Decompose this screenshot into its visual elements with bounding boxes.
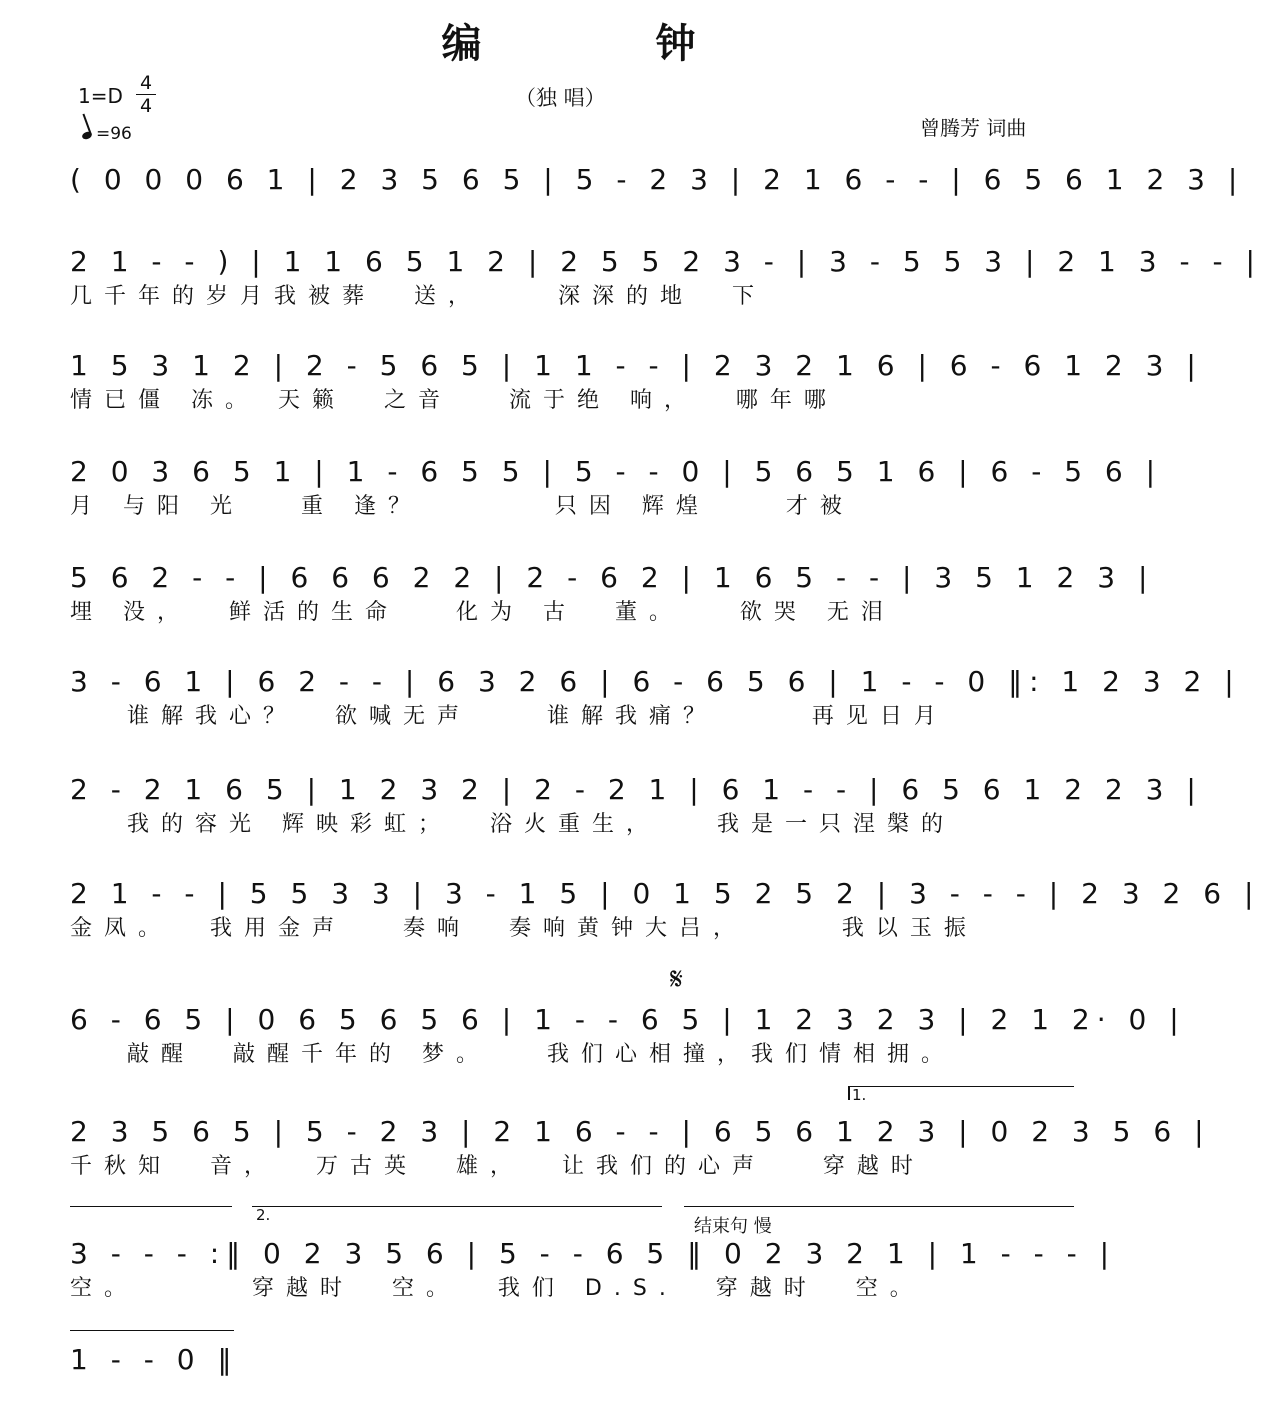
score-row-6 [70, 662, 1241, 732]
lyrics-line [70, 200, 1080, 230]
lyrics-line: 几千年的岁月我被葬 送， 深深的地 下 [70, 284, 766, 309]
score-row-10 [70, 1112, 1211, 1182]
score-row-2 [70, 242, 1262, 312]
lyrics-line: 千秋知 音， 万古英 雄， 让我们的心声 穿越时 [70, 1154, 925, 1179]
lyrics-line: 谁解我心？ 欲喊无声 谁解我痛？ 再见日月 [70, 704, 948, 729]
time-signature-bottom: 4 [139, 95, 153, 117]
notation-line: 1 5 3 1 2 | 2 - 5 6 5 | 1 1 - - | 2 3 2 1 6 | 6 - 6 1 2 3 | [70, 349, 1203, 382]
ending-continuation [70, 1330, 234, 1331]
ending-label: 结束句 慢 [694, 1216, 772, 1237]
volta-2-bracket [252, 1206, 662, 1207]
segno-icon: 𝄋 [670, 962, 683, 997]
lyrics-line: 情已僵 冻。 天籁 之音 流于绝 响， 哪年哪 [70, 388, 838, 413]
tempo-value: =96 [96, 124, 132, 144]
time-signature [134, 72, 158, 117]
score-row-4 [70, 452, 1163, 522]
score-row-1 [70, 160, 1245, 230]
song-title: 编 钟 [441, 20, 776, 67]
notation-line: 2 1 - - | 5 5 3 3 | 3 - 1 5 | 0 1 5 2 5 2 | 3 - - - | 2 3 2 6 | [70, 877, 1261, 910]
quarter-note-icon [81, 131, 93, 141]
volta-1-continuation [70, 1206, 232, 1207]
score-row-5 [70, 558, 1155, 628]
volta-1-bracket [848, 1086, 1074, 1087]
performance-mode: （独 唱） [515, 86, 606, 110]
notation-line: 1 - - 0 ‖ [70, 1343, 239, 1376]
volta-1-label: 1. [852, 1086, 867, 1104]
notation-line: 2 - 2 1 6 5 | 1 2 3 2 | 2 - 2 1 | 6 1 - - | 6 5 6 1 2 2 3 | [70, 773, 1203, 806]
volta-2-label: 2. [256, 1206, 271, 1224]
time-signature-top: 4 [139, 72, 153, 94]
notation-line: 3 - - - :‖ 0 2 3 5 6 | 5 - - 6 5 ‖ 0 2 3 2 1 | 1 - - - | [70, 1237, 1117, 1270]
score-row-11 [70, 1234, 1117, 1304]
notation-line: 3 - 6 1 | 6 2 - - | 6 3 2 6 | 6 - 6 5 6 | 1 - - 0 ‖: 1 2 3 2 | [70, 665, 1241, 698]
lyrics-line: 敲醒 敲醒千年的 梦。 我们心相撞，我们情相拥。 [70, 1042, 955, 1067]
notation-line: 2 0 3 6 5 1 | 1 - 6 5 5 | 5 - - 0 | 5 6 5 1 6 | 6 - 5 6 | [70, 455, 1163, 488]
composer-credit: 曾腾芳 词曲 [920, 116, 1027, 140]
notation-line: 2 1 - - ) | 1 1 6 5 1 2 | 2 5 5 2 3 - | 3 - 5 5 3 | 2 1 3 - - | [70, 245, 1262, 278]
lyrics-line: 埋 没， 鲜活的生命 化为 古 董。 欲哭 无泪 [70, 600, 895, 625]
key-signature: 1=D [78, 84, 123, 108]
score-row-7 [70, 770, 1203, 840]
lyrics-line: 月 与阳 光 重 逢？ 只因 辉煌 才被 [70, 494, 854, 519]
score-row-9 [70, 1000, 1186, 1070]
score-row-8 [70, 874, 1261, 944]
lyrics-line: 空。 穿越时 空。 我们 D.S. 穿越时 空。 [70, 1276, 924, 1301]
score-row-3 [70, 346, 1203, 416]
lyrics-line: 金凤。 我用金声 奏响 奏响黄钟大吕， 我以玉振 [70, 916, 978, 941]
tempo-marking [82, 124, 132, 144]
notation-line: 5 6 2 - - | 6 6 6 2 2 | 2 - 6 2 | 1 6 5 - - | 3 5 1 2 3 | [70, 561, 1155, 594]
lyrics-line: 我的容光 辉映彩虹； 浴火重生， 我是一只涅槃的 [70, 812, 955, 837]
notation-line: 6 - 6 5 | 0 6 5 6 5 6 | 1 - - 6 5 | 1 2 3 2 3 | 2 1 2· 0 | [70, 1003, 1186, 1036]
volta-1-bracket-edge [848, 1086, 850, 1100]
notation-line: ( 0 0 0 6 1 | 2 3 5 6 5 | 5 - 2 3 | 2 1 6 - - | 6 5 6 1 2 3 | [70, 163, 1245, 196]
ending-bracket [684, 1206, 1074, 1207]
score-row-12 [70, 1340, 1080, 1380]
notation-line: 2 3 5 6 5 | 5 - 2 3 | 2 1 6 - - | 6 5 6 1 2 3 | 0 2 3 5 6 | [70, 1115, 1211, 1148]
